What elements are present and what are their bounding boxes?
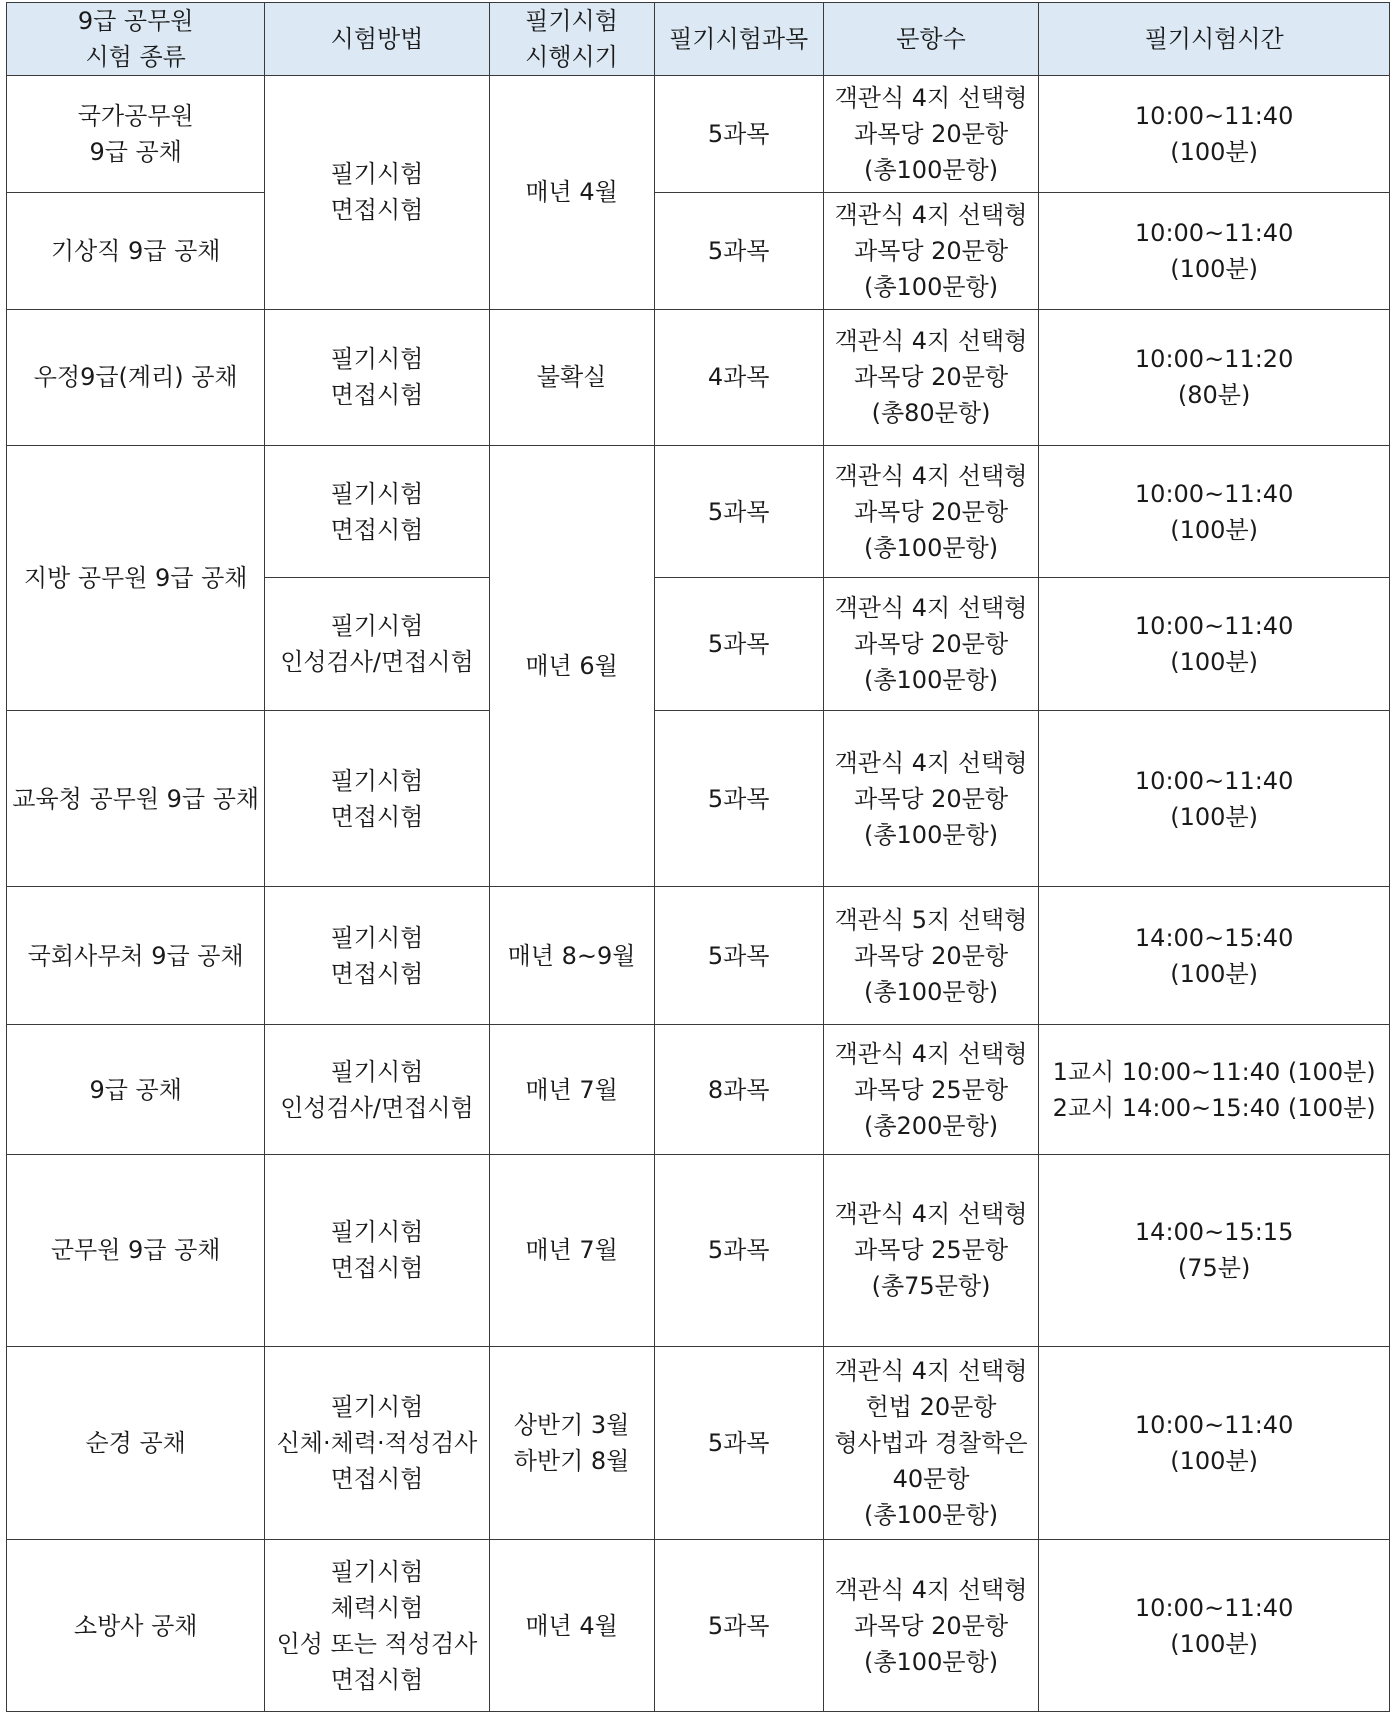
subjects-cell: 8과목 [654, 1025, 823, 1155]
time-cell: 10:00~11:40 (100분) [1039, 711, 1390, 887]
exam-method-cell: 필기시험 면접시험 [265, 1154, 489, 1346]
table-row [7, 1346, 1390, 1540]
time-cell: 10:00~11:40 (100분) [1039, 192, 1390, 309]
written-period-cell: 매년 8~9월 [489, 886, 654, 1024]
exam-type-cell: 소방사 공채 [7, 1540, 265, 1712]
table-row [7, 1025, 1390, 1155]
questions-cell: 객관식 4지 선택형 과목당 20문항 (총100문항) [823, 711, 1038, 887]
time-cell: 14:00~15:40 (100분) [1039, 886, 1390, 1024]
questions-cell: 객관식 5지 선택형 과목당 20문항 (총100문항) [823, 886, 1038, 1024]
time-cell: 1교시 10:00~11:40 (100분) 2교시 14:00~15:40 (100분) [1039, 1025, 1390, 1155]
questions-cell: 객관식 4지 선택형 과목당 25문항 (총75문항) [823, 1154, 1038, 1346]
subjects-cell: 5과목 [654, 1540, 823, 1712]
exam-method-cell: 필기시험 체력시험 인성 또는 적성검사 면접시험 [265, 1540, 489, 1712]
subjects-cell: 4과목 [654, 309, 823, 445]
exam-type-cell: 9급 공채 [7, 1025, 265, 1155]
header-exam-type: 9급 공무원 시험 종류 [7, 3, 265, 76]
header-row [7, 3, 1390, 76]
subjects-cell: 5과목 [654, 711, 823, 887]
subjects-cell: 5과목 [654, 192, 823, 309]
table-row [7, 1540, 1390, 1712]
subjects-cell: 5과목 [654, 445, 823, 578]
exam-type-cell: 국회사무처 9급 공채 [7, 886, 265, 1024]
subjects-cell: 5과목 [654, 76, 823, 193]
header-written-period: 필기시험 시행시기 [489, 3, 654, 76]
exam-method-cell: 필기시험 면접시험 [265, 445, 489, 578]
exam-method-cell: 필기시험 면접시험 [265, 711, 489, 887]
exam-method-cell: 필기시험 인성검사/면접시험 [265, 1025, 489, 1155]
table-row [7, 886, 1390, 1024]
time-cell: 10:00~11:20 (80분) [1039, 309, 1390, 445]
exam-method-cell: 필기시험 면접시험 [265, 309, 489, 445]
written-period-cell: 상반기 3월 하반기 8월 [489, 1346, 654, 1540]
subjects-cell: 5과목 [654, 1346, 823, 1540]
header-written-subjects: 필기시험과목 [654, 3, 823, 76]
exam-type-cell: 지방 공무원 9급 공채 [7, 445, 265, 711]
time-cell: 10:00~11:40 (100분) [1039, 76, 1390, 193]
exam-method-cell: 필기시험 면접시험 [265, 76, 489, 310]
questions-cell: 객관식 4지 선택형 과목당 20문항 (총100문항) [823, 1540, 1038, 1712]
exam-method-cell: 필기시험 인성검사/면접시험 [265, 578, 489, 711]
exam-type-cell: 교육청 공무원 9급 공채 [7, 711, 265, 887]
written-period-cell: 매년 7월 [489, 1025, 654, 1155]
exam-type-cell: 국가공무원 9급 공채 [7, 76, 265, 193]
written-period-cell: 매년 4월 [489, 76, 654, 310]
time-cell: 10:00~11:40 (100분) [1039, 578, 1390, 711]
table-row [7, 192, 1390, 309]
questions-cell: 객관식 4지 선택형 과목당 20문항 (총80문항) [823, 309, 1038, 445]
written-period-cell: 매년 7월 [489, 1154, 654, 1346]
table-row [7, 445, 1390, 578]
time-cell: 14:00~15:15 (75분) [1039, 1154, 1390, 1346]
subjects-cell: 5과목 [654, 578, 823, 711]
exam-method-cell: 필기시험 면접시험 [265, 886, 489, 1024]
time-cell: 10:00~11:40 (100분) [1039, 1540, 1390, 1712]
subjects-cell: 5과목 [654, 1154, 823, 1346]
exam-type-cell: 군무원 9급 공채 [7, 1154, 265, 1346]
table-row [7, 309, 1390, 445]
questions-cell: 객관식 4지 선택형 과목당 20문항 (총100문항) [823, 76, 1038, 193]
questions-cell: 객관식 4지 선택형 헌법 20문항 형사법과 경찰학은 40문항 (총100문항) [823, 1346, 1038, 1540]
time-cell: 10:00~11:40 (100분) [1039, 445, 1390, 578]
questions-cell: 객관식 4지 선택형 과목당 20문항 (총100문항) [823, 192, 1038, 309]
subjects-cell: 5과목 [654, 886, 823, 1024]
questions-cell: 객관식 4지 선택형 과목당 25문항 (총200문항) [823, 1025, 1038, 1155]
written-period-cell: 매년 6월 [489, 445, 654, 886]
written-period-cell: 불확실 [489, 309, 654, 445]
exam-type-cell: 순경 공채 [7, 1346, 265, 1540]
exam-schedule-table [6, 2, 1390, 1712]
exam-type-cell: 우정9급(계리) 공채 [7, 309, 265, 445]
header-exam-method: 시험방법 [265, 3, 489, 76]
time-cell: 10:00~11:40 (100분) [1039, 1346, 1390, 1540]
table-row [7, 76, 1390, 193]
exam-type-cell: 기상직 9급 공채 [7, 192, 265, 309]
questions-cell: 객관식 4지 선택형 과목당 20문항 (총100문항) [823, 578, 1038, 711]
exam-method-cell: 필기시험 신체·체력·적성검사 면접시험 [265, 1346, 489, 1540]
table-row [7, 1154, 1390, 1346]
header-written-time: 필기시험시간 [1039, 3, 1390, 76]
written-period-cell: 매년 4월 [489, 1540, 654, 1712]
questions-cell: 객관식 4지 선택형 과목당 20문항 (총100문항) [823, 445, 1038, 578]
table-row [7, 711, 1390, 887]
header-question-count: 문항수 [823, 3, 1038, 76]
